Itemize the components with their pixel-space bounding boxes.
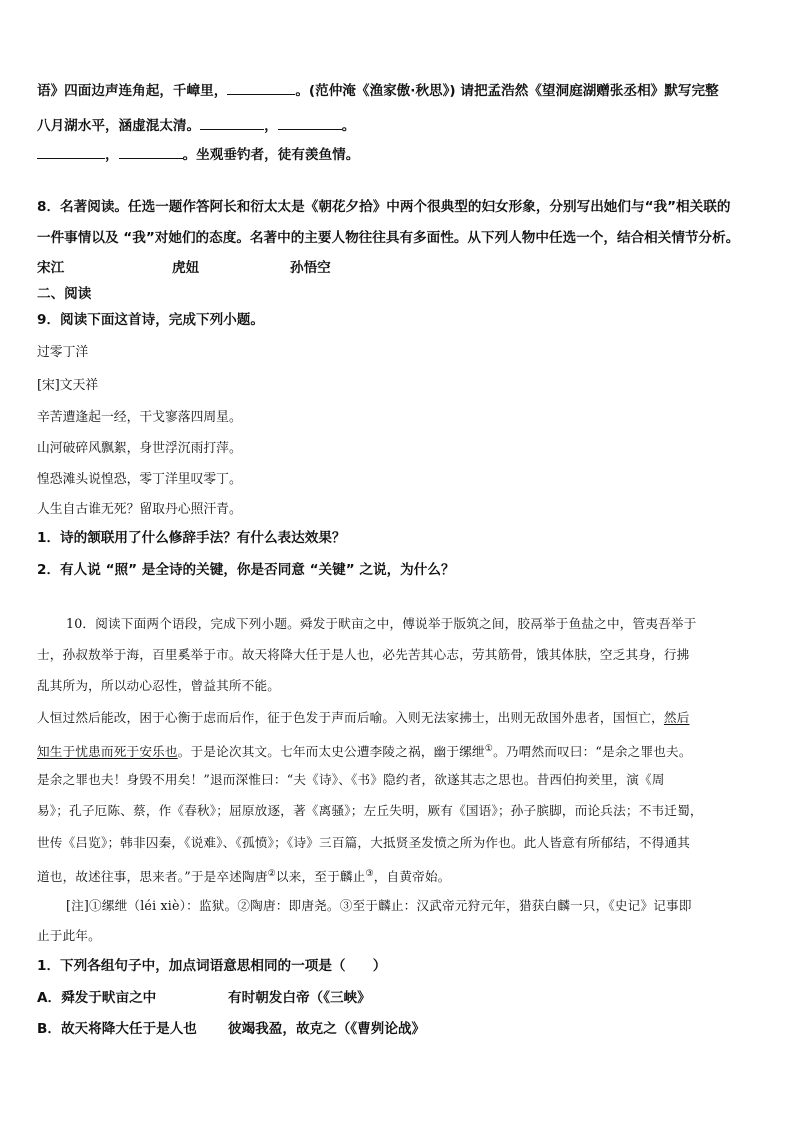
q10-note-1: [注]①缧绁（léi xiè）：监狱。②陶唐：即唐尧。③至于麟止：汉武帝元狩元年，猎获白麟一只，《史记》记事即	[66, 898, 692, 913]
poem-author: [宋]文天祥	[37, 378, 99, 393]
q10-line-8: 世传《吕览》；韩非囚秦，《说难》、《孤愤》；《诗》三百篇，大抵贤圣发愤之所为作也。此人皆意有所郁结，不得通其	[37, 835, 691, 850]
q10-line-9-text-b: 以来，至于麟止	[275, 869, 366, 885]
poem-title: 过零丁洋	[37, 345, 89, 360]
q10-line-1: 10．阅读下面两个语段，完成下列小题。舜发于畎亩之中，傅说举于版筑之间，胶鬲举于鱼盐之中，管夷吾举于	[66, 616, 697, 631]
q10-sub-1: 1．下列各组句子中，加点词语意思相同的一项是（ ）	[37, 958, 387, 974]
q7-line-3-text: 。坐观垂钓者，徒有羡鱼情。	[182, 147, 360, 163]
separator: ，	[264, 118, 278, 134]
q10-line-9-text-c: ，自黄帝始。	[373, 869, 451, 885]
poem-line-1: 辛苦遭逢起一经，干戈寥落四周星。	[37, 410, 242, 425]
q7-line-3	[37, 144, 359, 165]
q10-line-7: 易》；孔子厄陈、蔡，作《春秋》；屈原放逐，著《离骚》；左丘失明，厥有《国语》；孙子膑脚，而论兵法；不韦迁蜀，	[37, 803, 703, 818]
q10-line-4-text: 人恒过然后能改，困于心衡于虑而后作，征于色发于声而后喻。入则无法家拂士，出则无敌国外患者，国恒亡，	[37, 710, 664, 725]
q10-line-9	[37, 864, 451, 887]
footnote-marker: ①	[484, 744, 494, 754]
footnote-marker: ③	[365, 869, 374, 879]
q8-line-1: 8．名著阅读。任选一题作答阿长和衍太太是《朝花夕拾》中两个很典型的妇女形象，分别写出她们与“我”相关联的	[37, 199, 731, 215]
q10-option-b: B．故天将降大任于是人也	[37, 1021, 197, 1037]
q10-line-5-end: 。乃喟然而叹曰：“是余之罪也夫。	[493, 744, 692, 760]
q9-prompt: 9．阅读下面这首诗，完成下列小题。	[37, 312, 264, 328]
q9-sub-1: 1．诗的颔联用了什么修辞手法？有什么表达效果？	[37, 530, 346, 546]
q8-choice-3: 孙悟空	[290, 260, 331, 276]
q10-line-6: 是余之罪也夫！身毁不用矣！”退而深惟曰：“夫《诗》、《书》隐约者，欲遂其志之思也。昔西伯拘羑里，演《周	[37, 772, 665, 787]
answer-blank[interactable]	[278, 115, 342, 130]
q7-line-1	[37, 80, 719, 101]
q10-line-4	[37, 708, 690, 728]
footnote-marker: ②	[267, 869, 276, 879]
answer-blank[interactable]	[200, 115, 264, 130]
q7-line-1-text-a: 语》四面边声连角起，千嶂里，	[37, 83, 228, 99]
poem-line-2: 山河破碎风飘絮，身世浮沉雨打萍。	[37, 441, 242, 456]
q10-option-b-compare: 彼竭我盈，故克之（《曹刿论战》	[228, 1021, 426, 1037]
poem-line-4: 人生自古谁无死？留取丹心照汗青。	[37, 502, 242, 517]
q10-line-5-text: 。于是论次其文。七年而太史公遭李陵之祸，幽于缧绁	[177, 744, 485, 760]
q10-note-2: 止于此年。	[37, 928, 101, 943]
q8-choice-2: 虎妞	[172, 260, 200, 276]
q7-line-2-text: 八月湖水平，涵虚混太清。	[37, 118, 201, 134]
answer-blank[interactable]	[227, 80, 295, 95]
q10-option-a-compare: 有时朝发白帝（《三峡》	[228, 990, 371, 1006]
q10-line-5	[37, 739, 692, 762]
separator: 。	[341, 118, 356, 134]
q8-line-2: 一件事情以及 “我”对她们的态度。名著中的主要人物往往具有多面性。从下列人物中任选一个，结合相关情节分析。	[37, 230, 740, 246]
q8-choice-1: 宋江	[37, 260, 65, 276]
q10-line-2: 士，孙叔敖举于海，百里奚举于市。故天将降大任于是人也，必先苦其心志，劳其筋骨，饿其体肤，空乏其身，行拂	[37, 647, 690, 662]
underlined-phrase: 知生于忧患而死于安乐也	[37, 744, 178, 760]
q7-line-1-text-b: 。(范仲淹《渔家傲·秋思》) 请把孟浩然《望洞庭湖赠张丞相》默写完整	[295, 83, 719, 99]
q10-line-9-text-a: 道也，故述往事，思来者。”于是卒述陶唐	[37, 869, 268, 885]
q10-option-a: A．舜发于畎亩之中	[37, 990, 157, 1006]
section-heading: 二、阅读	[37, 286, 92, 302]
answer-blank[interactable]	[37, 144, 105, 159]
poem-line-3: 惶恐滩头说惶恐，零丁洋里叹零丁。	[37, 472, 242, 487]
q7-line-2	[37, 115, 355, 136]
q10-line-3: 乱其所为，所以动心忍性，曾益其所不能。	[37, 678, 281, 693]
separator: ，	[105, 147, 119, 163]
q9-sub-2: 2．有人说 “照” 是全诗的关键，你是否同意 “关键” 之说，为什么？	[37, 562, 455, 578]
underlined-phrase: 然后	[663, 710, 690, 725]
answer-blank[interactable]	[119, 144, 183, 159]
